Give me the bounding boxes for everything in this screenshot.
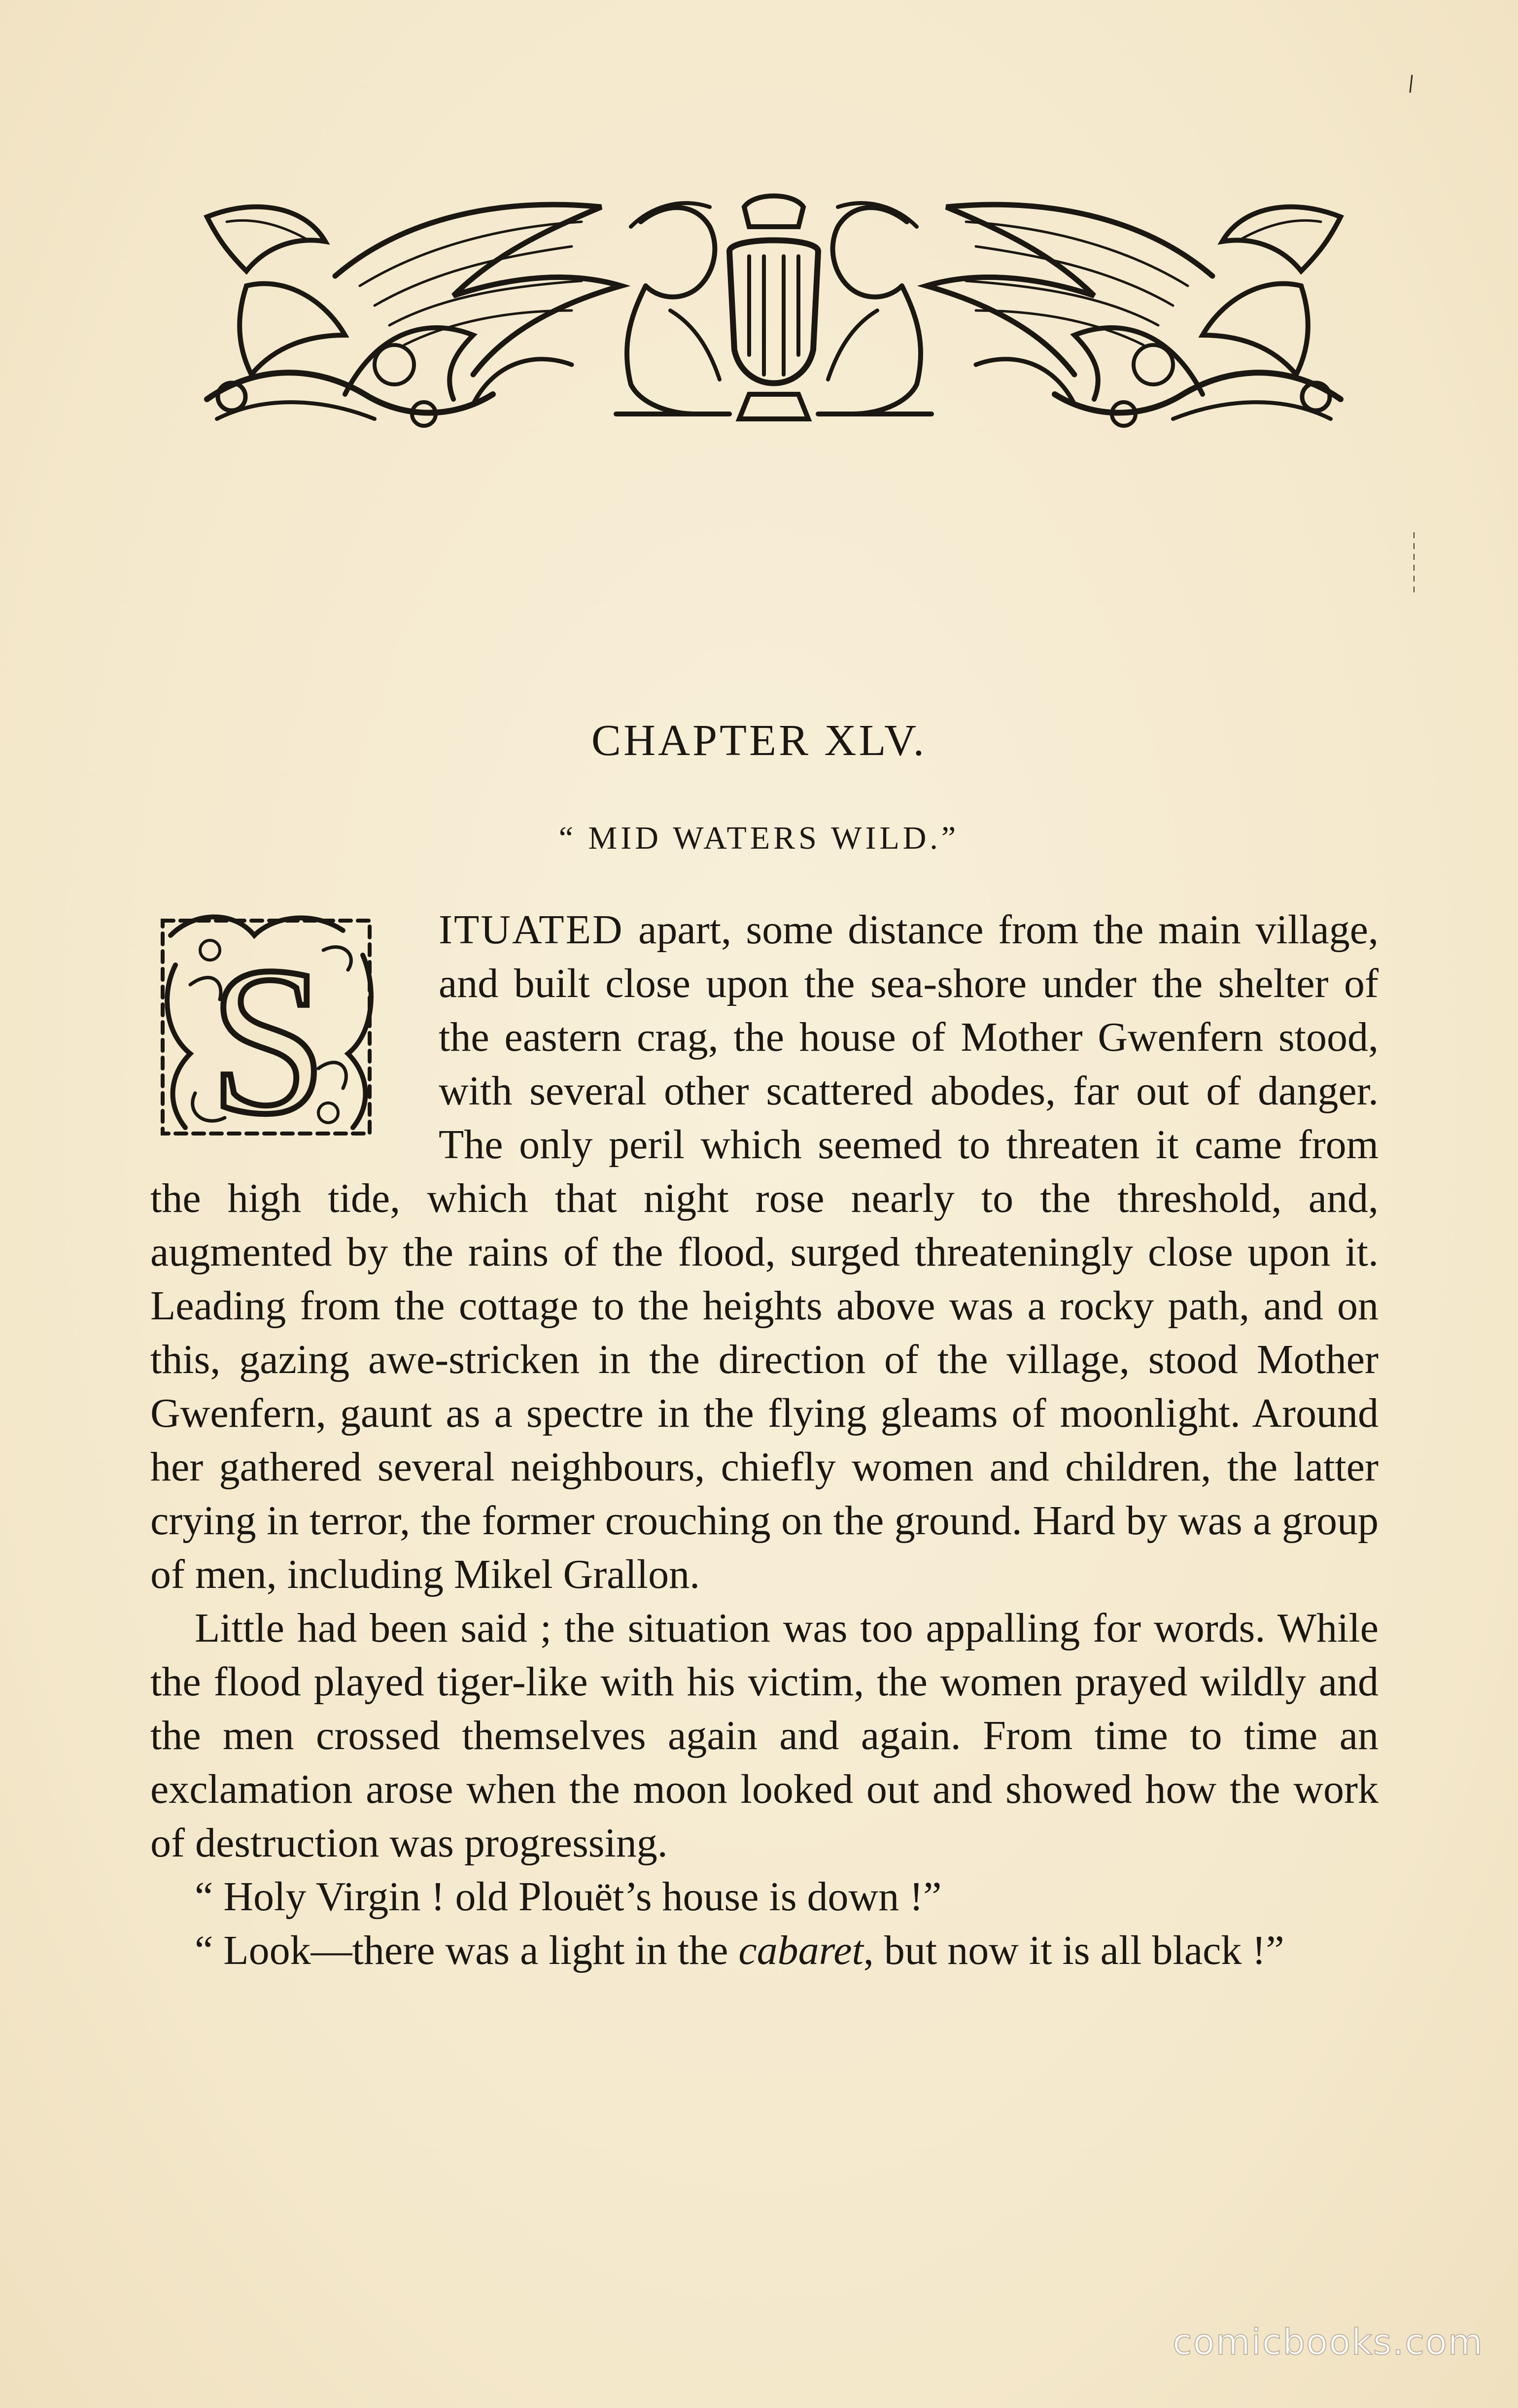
margin-speck xyxy=(1409,74,1414,94)
paragraph-text: “ Look—there was a light in the xyxy=(195,1927,739,1973)
headpiece-ornament xyxy=(197,187,1350,434)
paragraph-4 xyxy=(150,1924,1379,1977)
chapter-subtitle: “ MID WATERS WILD.” xyxy=(558,820,960,856)
italic-word: cabaret xyxy=(738,1927,863,1973)
paragraph-lead-word: ITUATED xyxy=(439,907,624,953)
watermark: comicbooks.com xyxy=(1172,2321,1484,2363)
paragraph-text: apart, some distance from the main village, and built close upon the sea-shore under the shelter of the eastern crag, the house of Mother Gwenfern stood, with several other scattered abodes, far out of danger. The only peril which seemed to threaten it came from the high tide, which that night rose nearly to the threshold, and, augmented by the rains of the flood, surged threateningly close upon it. Leading from the cottage to the heights above was a rocky path, and on this, gazing awe-stricken in the direction of the village, stood Mother Gwenfern, gaunt as a spectre in the flying gleams of moonlight. Around her gathered several neighbours, chiefly women and children, the latter crying in terror, the former crouching on the ground. Hard by was a group of men, including Mikel Grallon. xyxy=(150,907,1379,1597)
chapter-title: CHAPTER XLV. xyxy=(591,716,927,765)
margin-speck xyxy=(1413,532,1415,596)
paragraph-2: Little had been said ; the situation was too appalling for words. While the flood played tiger-like with his victim, the women prayed wildly and the men crossed themselves again and again. From time to time an exclamation arose when the moon looked out and showed how the work of destruction was progressing. xyxy=(150,1605,1379,1866)
drop-cap-letter: S xyxy=(209,924,327,1142)
chapter-body xyxy=(150,903,1379,1977)
paragraph-3: “ Holy Virgin ! old Plouët’s house is down !” xyxy=(195,1874,942,1920)
paragraph-text: , but now it is all black !” xyxy=(863,1927,1284,1973)
drop-cap-spacer xyxy=(150,903,439,1171)
